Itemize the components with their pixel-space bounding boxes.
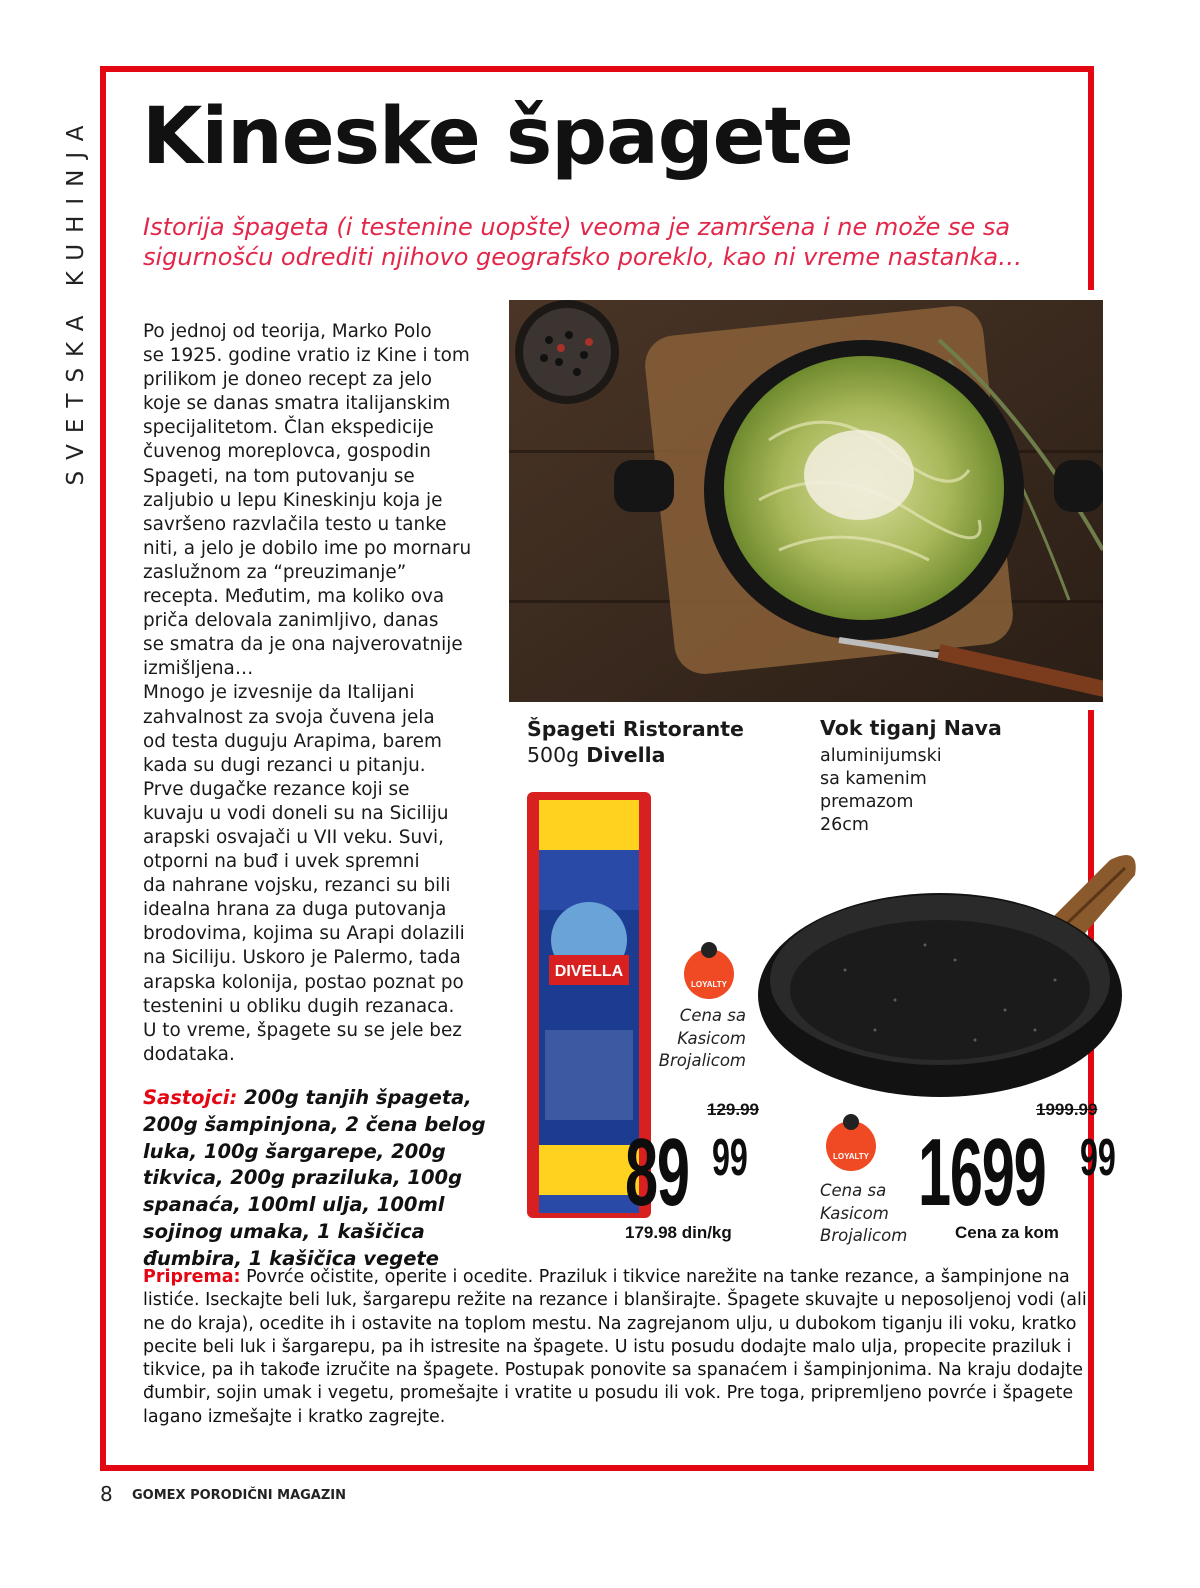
- loyalty-piggy-icon-2: [822, 1112, 884, 1174]
- product2-price-main: 1699: [918, 1119, 1046, 1226]
- section-label: SVETSKA KUHINJA: [63, 114, 89, 486]
- magazine-name: GOMEX PORODIČNI MAGAZIN: [132, 1488, 347, 1503]
- ingredients: Sastojci: 200g tanjih špageta, 200g šampinjona, 2 čena belog luka, 100g šargarepe, 200g tikvica, 200g praziluka, 100g spanaća, 100ml ulja, 100ml sojinog umaka, 1 kašičica đumbira, 1 kašičica vegete: [143, 1086, 486, 1270]
- product2-description: aluminijumski sa kamenim premazom 26cm: [820, 746, 942, 835]
- pasta-pan-illustration: [509, 300, 1103, 702]
- pack-brand: DIVELLA: [554, 963, 624, 980]
- intro-text: Istorija špageta (i testenine uopšte) veoma je zamršena i ne može se sa sigurnošću odrediti njihovo geografsko poreklo, kao ni vreme nastanka…: [143, 213, 1023, 271]
- product2-name: Vok tiganj Nava: [820, 716, 1002, 740]
- preparation: Priprema: Povrće očistite, operite i ocedite. Praziluk i tikvice narežite na tanke rezance, a šampinjone na listiće. Iseckajte beli luk, šargarepu režite na rezance i blanširajte. Špagete skuvajte u neposoljenoj vodi (ali ne do kraja), ocedite ih i ostavite na toplom mestu. Na zagrejanom ulju, u dubokom tiganju ili voku, kratko pecite beli luk i šargarepu, pa ih istresite na špagete. U istu posudu dodajte malo ulja, propecite praziluk i tikvice, pa ih takođe izručite na špagete. Postupak ponovite sa spanaćem i šampinjonima. Na kraju dodajte đumbir, sojin umak i vegetu, promešajte i vratite u posudu ili vok. Pre toga, pripremljeno povrće i špagete lagano izmešajte i kratko zagrejte.: [143, 1267, 1087, 1427]
- product1-loyalty-note: Cena sa Kasicom Brojalicom: [658, 1006, 746, 1070]
- svg-text:LOYALTY: LOYALTY: [832, 1152, 870, 1161]
- product1-old-price: 129.99: [707, 1100, 759, 1119]
- product1-price-cents: 99: [712, 1129, 748, 1187]
- product2-old-price: 1999.99: [1036, 1100, 1098, 1119]
- pasta-photo: [509, 300, 1103, 702]
- svg-text:LOYALTY: LOYALTY: [690, 980, 728, 989]
- page-number: 8: [100, 1482, 113, 1506]
- page-title: Kineske špagete: [142, 92, 853, 182]
- product1-name: Špageti Ristorante 500g Divella: [527, 717, 744, 767]
- loyalty-piggy-icon: [680, 940, 742, 1002]
- product2-unit-price: Cena za kom: [955, 1223, 1059, 1242]
- product2-loyalty-note: Cena sa Kasicom Brojalicom: [820, 1181, 908, 1245]
- article-body: Po jednoj od teorija, Marko Polo se 1925. godine vratio iz Kine i tom prilikom je doneo recept za jelo koje se danas smatra italijanskim specijalitetom. Član ekspedicije čuvenog moreplovca, gospodin Spageti, na tom putovanju se zaljubio u lepu Kineskinju koja je savršeno razvlačila testo u tanke niti, a jelo je dobilo ime po mornaru zaslužnom za “preuzimanje” recepta. Međutim, ma koliko ova priča delovala zanimljivo, danas se smatra da je ona najverovatnije izmišljena… Mnogo je izvesnije da Italijani zahvalnost za svoja čuvena jela od testa duguju Arapima, barem kada su dugi rezanci u pitanju. Prve dugačke rezance koji se kuvaju u vodi doneli su na Siciliju arapski osvajači u VII veku. Suvi, otporni na buđ i uvek spremni da nahrane vojsku, rezanci su bili idealna hrana za duga putovanja brodovima, kojima su Arapi dolazili na Siciliju. Uskoro je Palermo, tada arapska kolonija, postao poznat po testenini u obliku dugih rezanaca. U to vreme, špagete su se jele bez dodataka.: [143, 321, 472, 1065]
- product1-price-main: 89: [625, 1119, 689, 1226]
- product2-price-cents: 99: [1080, 1129, 1116, 1187]
- product1-unit-price: 179.98 din/kg: [625, 1223, 732, 1242]
- wok-pan-image: [755, 840, 1145, 1105]
